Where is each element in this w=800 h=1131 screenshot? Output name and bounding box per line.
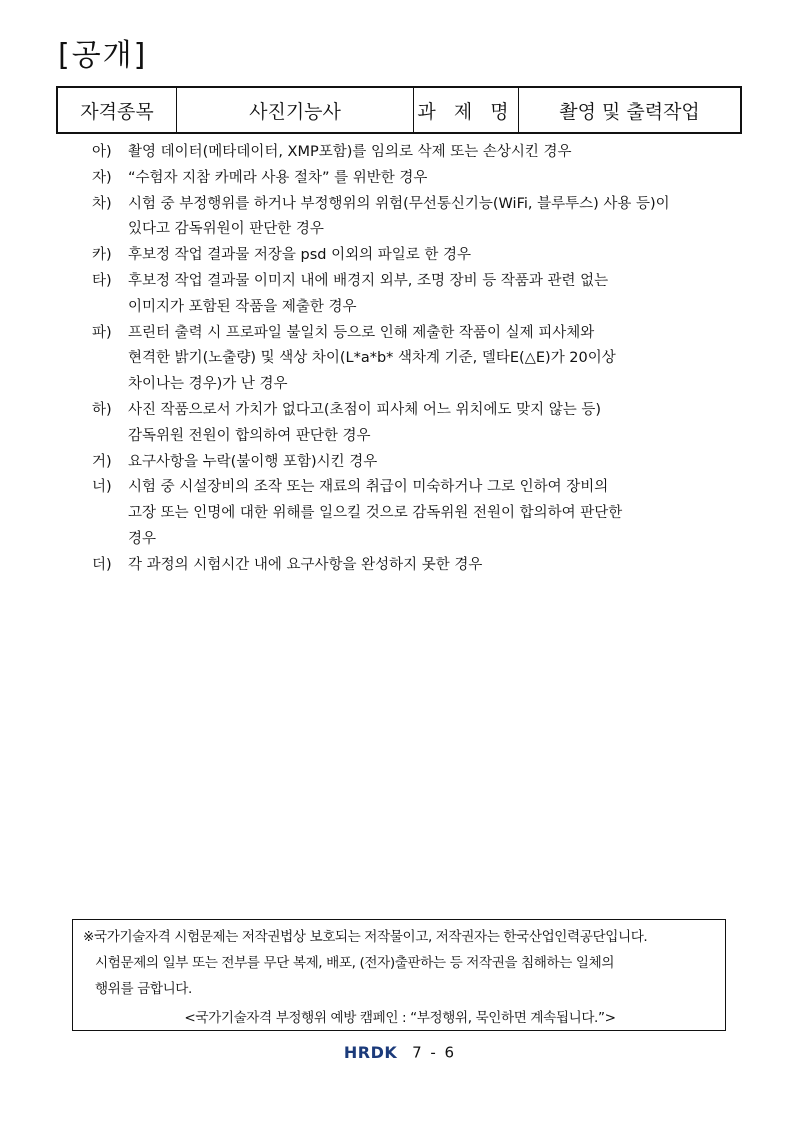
list-text-line: 감독위원 전원이 합의하여 판단한 경우: [128, 427, 371, 444]
list-text-line: 시험 중 시설장비의 조작 또는 재료의 취급이 미숙하거나 그로 인하여 장비의: [128, 479, 609, 496]
list-marker: 너): [92, 479, 112, 496]
list-text: [128, 166, 752, 192]
list-item: [92, 450, 752, 476]
notice-line: ※국가기술자격 시험문제는 저작권법상 보호되는 저작물이고, 저작권자는 한국산업인력공단입니다.: [83, 929, 648, 945]
notice-line: 시험문제의 일부 또는 전부를 무단 복제, 배포, (전자)출판하는 등 저작권을 침해하는 일체의: [95, 955, 615, 971]
list-text-line: 요구사항을 누락(불이행 포함)시킨 경우: [128, 453, 378, 470]
list-text-line: 현격한 밝기(노출량) 및 색상 차이(L*a*b* 색차계 기준, 델타E(△E)가 20이상: [128, 350, 616, 367]
disclosure-tag: [공개]: [58, 38, 148, 73]
hrdk-logo: HRDK: [343, 1043, 398, 1062]
list-item: [92, 269, 752, 321]
qualification-value: 사진기능사: [177, 87, 414, 133]
list-marker: 거): [92, 453, 112, 470]
list-text: [128, 243, 752, 269]
list-marker: 카): [92, 247, 112, 264]
list-marker: 차): [92, 195, 112, 212]
list-text: [128, 321, 752, 398]
disqualification-list: [92, 140, 752, 579]
page-footer: [0, 1043, 800, 1062]
qualification-label: 자격종목: [57, 87, 177, 133]
list-text-line: 경우: [128, 530, 157, 547]
exam-info-table: [56, 86, 742, 134]
list-item: [92, 140, 752, 166]
task-name-label: 과 제 명: [414, 87, 519, 133]
list-item: [92, 243, 752, 269]
list-text: [128, 450, 752, 476]
list-marker: 더): [92, 556, 112, 573]
list-item: [92, 553, 752, 579]
list-marker: 자): [92, 169, 112, 186]
list-item: [92, 166, 752, 192]
copyright-notice: [72, 919, 726, 1031]
list-text-line: 사진 작품으로서 가치가 없다고(초점이 피사체 어느 위치에도 맞지 않는 등): [128, 401, 602, 418]
list-text: [128, 140, 752, 166]
list-text-line: 후보정 작업 결과물 이미지 내에 배경지 외부, 조명 장비 등 작품과 관련 없는: [128, 272, 609, 289]
list-item: [92, 398, 752, 450]
notice-line: 행위를 금합니다.: [95, 981, 192, 997]
list-item: [92, 321, 752, 398]
list-marker: 타): [92, 272, 112, 289]
list-marker: 아): [92, 144, 112, 160]
page-number: 7 - 6: [412, 1043, 457, 1062]
list-text-line: 후보정 작업 결과물 저장을 psd 이외의 파일로 한 경우: [128, 247, 471, 264]
list-text-line: 있다고 감독위원이 판단한 경우: [128, 221, 324, 238]
list-text-line: 각 과정의 시험시간 내에 요구사항을 완성하지 못한 경우: [128, 556, 483, 573]
list-item: [92, 192, 752, 244]
task-name-value: 촬영 및 출력작업: [519, 87, 742, 133]
list-text: [128, 475, 752, 552]
list-text: [128, 269, 752, 321]
list-text-line: 차이나는 경우)가 난 경우: [128, 376, 288, 393]
list-item: [92, 475, 752, 552]
list-text-line: “수험자 지참 카메라 사용 절차” 를 위반한 경우: [128, 169, 428, 186]
list-text-line: 이미지가 포함된 작품을 제출한 경우: [128, 298, 357, 315]
list-text-line: 촬영 데이터(메타데이터, XMP포함)를 임의로 삭제 또는 손상시킨 경우: [128, 144, 572, 160]
list-text-line: 프린터 출력 시 프로파일 불일치 등으로 인해 제출한 작품이 실제 피사체와: [128, 324, 595, 341]
list-text-line: 고장 또는 인명에 대한 위해를 일으킬 것으로 감독위원 전원이 합의하여 판단한: [128, 505, 623, 522]
list-text: [128, 192, 752, 244]
list-text: [128, 398, 752, 450]
list-marker: 파): [92, 324, 112, 341]
list-text: [128, 553, 752, 579]
campaign-slogan: <국가기술자격 부정행위 예방 캠페인 : “부정행위, 묵인하면 계속됩니다.”>: [184, 1010, 616, 1026]
list-marker: 하): [92, 401, 112, 418]
list-text-line: 시험 중 부정행위를 하거나 부정행위의 위험(무선통신기능(WiFi, 블루투스) 사용 등)이: [128, 195, 670, 212]
